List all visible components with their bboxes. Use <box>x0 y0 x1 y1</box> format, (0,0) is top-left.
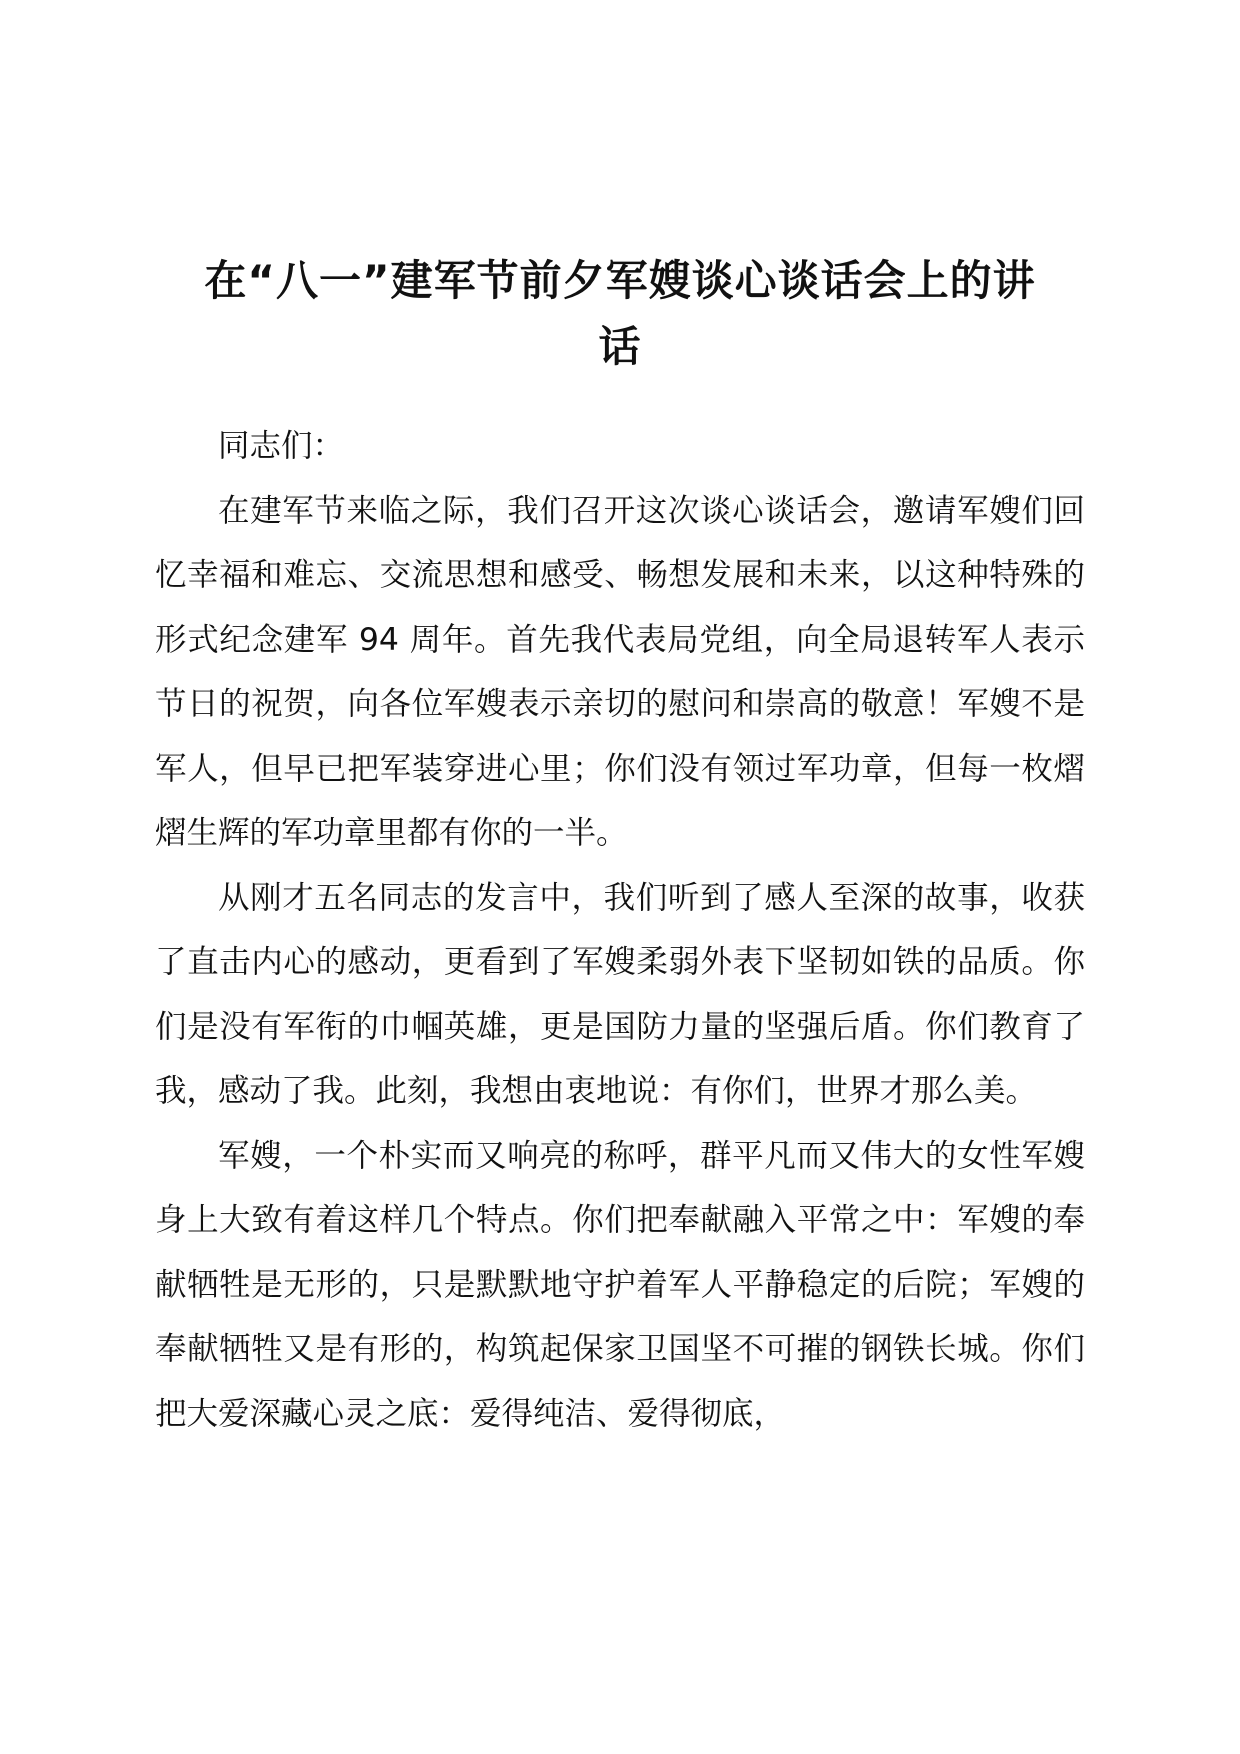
paragraph-1-text: 军功章，但每一枚熠熠生辉的军功章里都有你的一半。 <box>155 750 1085 851</box>
paragraph-2 <box>155 866 1085 1124</box>
salutation <box>155 414 1085 479</box>
paragraph-3-text: 后院；军嫂的奉献牺牲又是有形的，构筑起保家卫国坚不可摧 <box>155 1266 1085 1367</box>
paragraph-3-text: 的钢铁长城。你们把大爱深藏心灵之底：爱得纯洁、爱得彻底， <box>155 1331 1085 1432</box>
paragraph-2-text: 从刚才五名同志的发言中，我们听到了感人至深的故事， <box>218 879 1022 916</box>
paragraph-3 <box>155 1124 1085 1447</box>
paragraph-3-text: 军嫂身上大致有着这样几个特点。你们把奉献融入平常之中： <box>155 1137 1085 1238</box>
paragraph-2-text: 界才那么美。 <box>848 1073 1038 1109</box>
paragraph-1-text: 转军人表示节日的祝贺，向各位军嫂表示亲切的慰问和崇高的 <box>155 621 1085 722</box>
paragraph-1-text: 在建军节来临之际，我们召开这次谈心谈话会，邀请军嫂 <box>218 492 1022 529</box>
paragraph-1-text: 们回忆幸福和难忘、交流思想和感受、畅想发展和未来，以这 <box>155 492 1085 593</box>
paragraph-1-text: 种特殊的形式纪念建军 94 周年。首先我代表局党组，向全局退 <box>155 557 1085 658</box>
paragraph-1 <box>155 479 1085 866</box>
title-line-1: 在“八一”建军节前夕军嫂谈心谈话会上的讲 <box>204 256 1036 305</box>
paragraph-2-text: 你们教育了我，感动了我。此刻，我想由衷地说：有你们，世 <box>155 1008 1085 1109</box>
title-line-2: 话 <box>598 322 642 371</box>
paragraph-3-text: 军嫂的奉献牺牲是无形的，只是默默地守护着军人平静稳定的 <box>155 1202 1085 1303</box>
paragraph-2-text: 品质。你们是没有军衔的巾帼英雄，更是国防力量的坚强后盾。 <box>155 944 1085 1045</box>
paragraph-2-text: 收获了直击内心的感动，更看到了军嫂柔弱外表下坚韧如铁的 <box>155 879 1085 980</box>
paragraph-3-text: 军嫂，一个朴实而又响亮的称呼，群平凡而又伟大的女性 <box>218 1137 1022 1174</box>
paragraph-1-text: 敬意！军嫂不是军人，但早已把军装穿进心里；你们没有领过 <box>155 686 1085 787</box>
document-body <box>155 414 1085 1446</box>
document-title <box>150 248 1090 380</box>
salutation-text: 同志们： <box>218 428 345 464</box>
